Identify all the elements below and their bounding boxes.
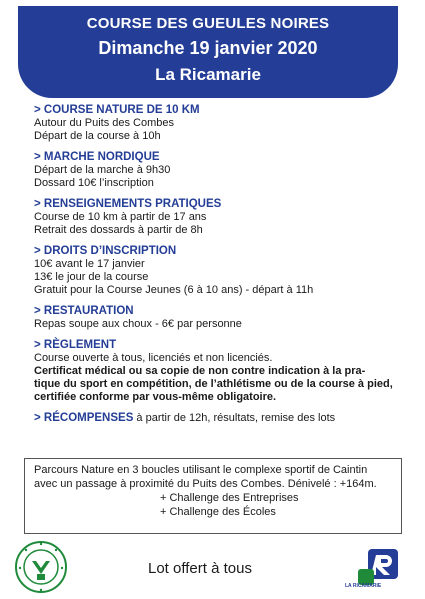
section-title: > RÈGLEMENT <box>34 339 117 351</box>
section-line: Départ de la marche à 9h30 <box>34 164 171 176</box>
section-line: 10€ avant le 17 janvier <box>34 258 145 270</box>
header-banner <box>18 6 398 98</box>
certificate-notice: tique du sport en compétition, de l’athlétisme ou de la course à pied, <box>34 378 393 390</box>
event-title: COURSE DES GUEULES NOIRES <box>86 15 330 32</box>
course-info-box <box>24 458 402 534</box>
club-emblem-icon <box>14 538 68 596</box>
section-title: > RESTAURATION <box>34 305 134 317</box>
section-line: Dossard 10€ l’inscription <box>34 177 154 189</box>
section-marche-nordique <box>34 150 399 190</box>
event-date: Dimanche 19 janvier 2020 <box>98 38 318 58</box>
certificate-notice: certifiée conforme par vous-même obligatoire. <box>34 391 277 403</box>
challenge-entreprises: + Challenge des Entreprises <box>160 492 299 504</box>
section-title: > COURSE NATURE DE 10 KM <box>34 104 200 116</box>
ricamarie-logo-label: LA RICAMARIE <box>345 583 382 589</box>
section-line: Gratuit pour la Course Jeunes (6 à 10 ans) - départ à 11h <box>34 284 314 296</box>
section-course-nature <box>34 103 399 143</box>
section-restauration <box>34 304 399 331</box>
event-location: La Ricamarie <box>155 65 261 84</box>
section-line: 13€ le jour de la course <box>34 271 149 283</box>
certificate-notice: Certificat médical ou sa copie de non contre indication à la pra- <box>34 365 366 377</box>
section-droits-inscription <box>34 244 399 297</box>
section-title: > MARCHE NORDIQUE <box>34 151 160 163</box>
main-content <box>34 103 399 432</box>
section-line: Repas soupe aux choux - 6€ par personne <box>34 318 242 330</box>
section-title-row <box>34 411 399 425</box>
section-inline-text: à partir de 12h, résultats, remise des lots <box>133 412 336 424</box>
section-line: Course de 10 km à partir de 17 ans <box>34 211 207 223</box>
section-line: Retrait des dossards à partir de 8h <box>34 224 203 236</box>
section-title: > RENSEIGNEMENTS PRATIQUES <box>34 198 222 210</box>
lot-offert-text: Lot offert à tous <box>148 560 252 577</box>
info-line: Parcours Nature en 3 boucles utilisant le complexe sportif de Caintin <box>34 464 368 476</box>
section-reglement <box>34 338 399 404</box>
section-line: Course ouverte à tous, licenciés et non licenciés. <box>34 352 273 364</box>
info-line: avec un passage à proximité du Puits des Combes. Dénivelé : +164m. <box>34 478 377 490</box>
section-renseignements <box>34 197 399 237</box>
section-recompenses <box>34 411 399 425</box>
challenge-ecoles: + Challenge des Écoles <box>160 506 276 518</box>
section-line: Autour du Puits des Combes <box>34 117 175 129</box>
section-title: > DROITS D’INSCRIPTION <box>34 245 177 257</box>
section-line: Départ de la course à 10h <box>34 130 161 142</box>
section-title: > RÉCOMPENSES <box>34 412 134 424</box>
